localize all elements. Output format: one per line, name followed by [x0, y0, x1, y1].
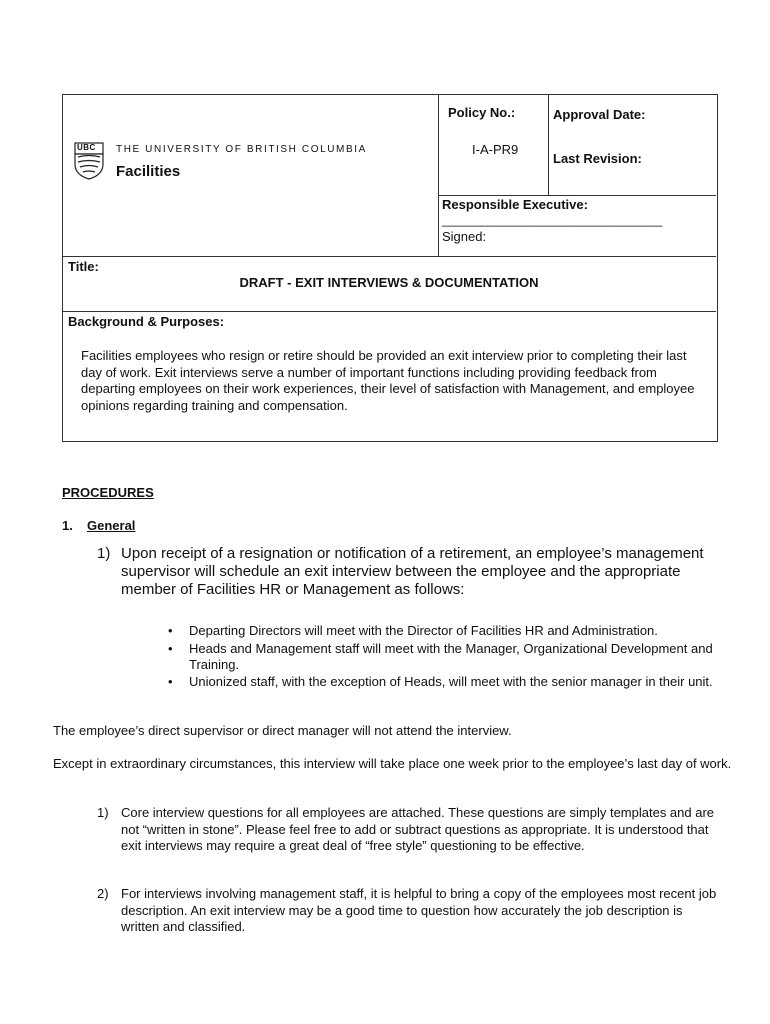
responsible-executive-label: Responsible Executive:: [442, 197, 588, 212]
bullet-3-text: Unionized staff, with the exception of Heads, will meet with the senior manager in their unit.: [189, 674, 713, 689]
signed-label: Signed:: [442, 229, 487, 244]
background-divider-horizontal: [62, 311, 716, 312]
bullet-2-icon: •: [168, 641, 173, 656]
supervisor-paragraph: The employee’s direct supervisor or direct manager will not attend the interview.: [53, 723, 512, 738]
core-item-text: Core interview questions for all employees are attached. These questions are simply templates and are not “written in stone”. Please feel free to add or subtract questions as appropriate. It is understood that exit interviews may require a great deal of “free style” questioning to be effective.: [121, 805, 715, 853]
item-1-text: Upon receipt of a resignation or notification of a retirement, an employee’s management supervisor will schedule an exit interview between the employee and the appropriate member of Facilities HR or Management as follows:: [121, 545, 704, 598]
header-divider-vertical: [438, 94, 439, 256]
title-divider-horizontal: [62, 256, 716, 257]
signature-line: _________________________________: [442, 213, 663, 227]
crest-text: UBC: [77, 143, 96, 152]
procedures-heading: PROCEDURES: [62, 485, 154, 500]
policy-no-label: Policy No.:: [448, 105, 516, 120]
mgmt-item-text: For interviews involving management staff, it is helpful to bring a copy of the employees most recent job description. An exit interview may be a good time to question how accurately the job description is written and classified.: [121, 886, 717, 934]
bullet-2-text: Heads and Management staff will meet with the Manager, Organizational Development and Training.: [189, 641, 713, 672]
section-1-number: 1.: [62, 518, 73, 533]
timing-paragraph: Except in extraordinary circumstances, this interview will take place one week prior to the employee’s last day of work.: [53, 756, 732, 771]
background-label: Background & Purposes:: [68, 314, 225, 329]
university-name: THE UNIVERSITY OF BRITISH COLUMBIA: [116, 144, 367, 155]
bullet-3-icon: •: [168, 674, 173, 689]
policy-no-value: I-A-PR9: [472, 142, 519, 157]
bullet-1-text: Departing Directors will meet with the Director of Facilities HR and Administration.: [189, 623, 658, 638]
mgmt-item-number: 2): [97, 886, 109, 901]
department-name: Facilities: [116, 163, 181, 180]
title-label: Title:: [68, 259, 99, 274]
background-text: Facilities employees who resign or retire should be provided an exit interview prior to completing their last day of work. Exit interviews serve a number of important functions including providing feedback from departing employees on their work experiences, their level of satisfaction with Management, and employee opinions regarding training and compensation.: [81, 348, 695, 413]
approval-divider-vertical: [548, 94, 549, 195]
exec-divider-horizontal: [438, 195, 716, 196]
last-revision-label: Last Revision:: [553, 151, 642, 166]
section-1-title: General: [87, 518, 136, 533]
item-1-number: 1): [97, 545, 111, 562]
approval-date-label: Approval Date:: [553, 107, 646, 122]
bullet-1-icon: •: [168, 623, 173, 638]
document-title: DRAFT - EXIT INTERVIEWS & DOCUMENTATION: [239, 275, 539, 290]
core-item-number: 1): [97, 805, 109, 820]
